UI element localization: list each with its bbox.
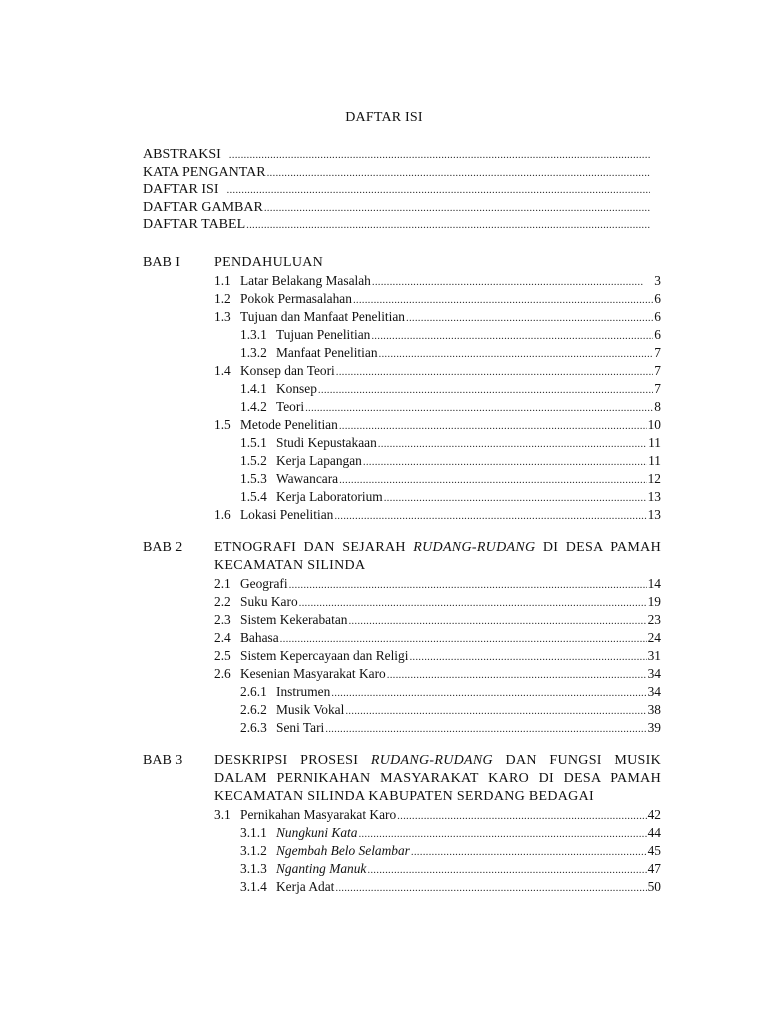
entry-label: Bahasa bbox=[240, 630, 279, 645]
toc-entry bbox=[214, 308, 661, 326]
chapter-number: BAB 2 bbox=[143, 540, 183, 555]
dot-leader bbox=[358, 825, 646, 843]
entry-page: 24 bbox=[647, 630, 661, 645]
dot-leader bbox=[289, 576, 647, 594]
chapter-title: PENDAHULUAN bbox=[214, 255, 324, 270]
toc-entry bbox=[240, 719, 661, 737]
dot-leader bbox=[264, 200, 650, 218]
dot-leader bbox=[348, 612, 646, 630]
entry-page: 6 bbox=[654, 327, 661, 342]
front-matter-row bbox=[143, 164, 651, 182]
dot-leader bbox=[367, 861, 646, 879]
toc-entry bbox=[240, 452, 661, 470]
entry-label: Geografi bbox=[240, 576, 288, 591]
entry-page: 23 bbox=[647, 612, 661, 627]
entry-page: 44 bbox=[647, 825, 661, 840]
toc-entry bbox=[214, 575, 661, 593]
entry-list bbox=[143, 272, 661, 524]
dot-leader bbox=[229, 147, 650, 165]
dot-leader bbox=[384, 489, 647, 507]
entry-page: 39 bbox=[647, 720, 661, 735]
entry-number: 3.1.2 bbox=[240, 843, 267, 858]
dot-leader bbox=[339, 471, 647, 489]
chapter-heading bbox=[143, 539, 661, 575]
toc-entry bbox=[240, 842, 661, 860]
entry-label: Ngembah Belo Selambar bbox=[276, 843, 410, 858]
toc-entry bbox=[240, 470, 661, 488]
dot-leader bbox=[345, 702, 646, 720]
toc-entry bbox=[240, 344, 661, 362]
entry-number: 1.4.2 bbox=[240, 399, 267, 414]
entry-number: 2.3 bbox=[214, 612, 231, 627]
entry-label: Konsep dan Teori bbox=[240, 363, 335, 378]
dot-leader bbox=[372, 273, 643, 291]
entry-page: 45 bbox=[647, 843, 661, 858]
entry-number: 1.4 bbox=[214, 363, 231, 378]
entry-number: 2.1 bbox=[214, 576, 231, 591]
toc-entry bbox=[240, 488, 661, 506]
entry-number: 2.5 bbox=[214, 648, 231, 663]
entry-page: 34 bbox=[647, 684, 661, 699]
dot-leader bbox=[227, 182, 651, 200]
entry-page: 7 bbox=[654, 363, 661, 378]
dot-leader bbox=[299, 594, 647, 612]
chapter-heading bbox=[143, 254, 661, 272]
entry-number: 1.5.2 bbox=[240, 453, 267, 468]
entry-page: 38 bbox=[647, 702, 661, 717]
entry-list bbox=[143, 806, 661, 896]
front-matter-list bbox=[143, 146, 651, 234]
entry-number: 2.6.2 bbox=[240, 702, 267, 717]
chapter-title bbox=[214, 752, 661, 806]
entry-label: Kerja Adat bbox=[276, 879, 335, 894]
entry-page: 7 bbox=[654, 381, 661, 396]
entry-label: Latar Belakang Masalah bbox=[240, 273, 371, 288]
entry-number: 1.3.1 bbox=[240, 327, 267, 342]
toc-entry bbox=[240, 683, 661, 701]
dot-leader bbox=[378, 435, 647, 453]
entry-list bbox=[143, 575, 661, 737]
entry-page: 11 bbox=[648, 453, 661, 468]
dot-leader bbox=[353, 291, 653, 309]
front-matter-label: KATA PENGANTAR bbox=[143, 164, 266, 180]
entry-label: Tujuan dan Manfaat Penelitian bbox=[240, 309, 405, 324]
toc-entry bbox=[214, 629, 661, 647]
dot-leader bbox=[246, 217, 650, 235]
front-matter-label: ABSTRAKSI bbox=[143, 147, 221, 162]
toc-entry bbox=[214, 593, 661, 611]
entry-page: 42 bbox=[647, 807, 661, 822]
entry-number: 2.4 bbox=[214, 630, 231, 645]
entry-label: Wawancara bbox=[276, 471, 339, 486]
entry-label: Lokasi Penelitian bbox=[240, 507, 334, 522]
entry-number: 3.1 bbox=[214, 807, 231, 822]
entry-page: 13 bbox=[647, 489, 661, 504]
entry-page: 12 bbox=[647, 471, 661, 486]
toc-entry bbox=[240, 860, 661, 878]
front-matter-row bbox=[143, 199, 651, 217]
dot-leader bbox=[336, 363, 654, 381]
chapter-heading bbox=[143, 752, 661, 806]
dot-leader bbox=[305, 399, 653, 417]
entry-number: 1.1 bbox=[214, 273, 231, 288]
entry-page: 19 bbox=[647, 594, 661, 609]
toc-entry bbox=[240, 701, 661, 719]
entry-label: Sistem Kepercayaan dan Religi bbox=[240, 648, 409, 663]
chapter-number: BAB 3 bbox=[143, 753, 183, 768]
entry-number: 2.2 bbox=[214, 594, 231, 609]
dot-leader bbox=[334, 507, 646, 525]
entry-label: Tujuan Penelitian bbox=[276, 327, 371, 342]
toc-entry bbox=[214, 290, 661, 308]
dot-leader bbox=[267, 165, 650, 183]
toc-entry bbox=[214, 806, 661, 824]
entry-label: Metode Penelitian bbox=[240, 417, 338, 432]
entry-label: Pokok Permasalahan bbox=[240, 291, 352, 306]
dot-leader bbox=[331, 684, 646, 702]
toc-entry bbox=[214, 665, 661, 683]
dot-leader bbox=[363, 453, 647, 471]
entry-number: 1.3.2 bbox=[240, 345, 267, 360]
entry-number: 1.3 bbox=[214, 309, 231, 324]
entry-label: Manfaat Penelitian bbox=[276, 345, 378, 360]
entry-number: 1.4.1 bbox=[240, 381, 267, 396]
chapter-title bbox=[214, 539, 661, 575]
entry-page: 13 bbox=[647, 507, 661, 522]
toc-entry bbox=[240, 380, 661, 398]
entry-label: Instrumen bbox=[276, 684, 331, 699]
entry-number: 1.5 bbox=[214, 417, 231, 432]
dot-leader bbox=[379, 345, 654, 363]
entry-number: 2.6.3 bbox=[240, 720, 267, 735]
front-matter-label: DAFTAR TABEL bbox=[143, 217, 246, 233]
dot-leader bbox=[280, 630, 647, 648]
toc-entry bbox=[214, 506, 661, 524]
toc-entry bbox=[214, 416, 661, 434]
toc-entry bbox=[214, 272, 661, 290]
entry-number: 2.6 bbox=[214, 666, 231, 681]
entry-label: Nganting Manuk bbox=[276, 861, 367, 876]
dot-leader bbox=[387, 666, 647, 684]
entry-page: 11 bbox=[648, 435, 661, 450]
dot-leader bbox=[371, 327, 653, 345]
entry-label: Suku Karo bbox=[240, 594, 298, 609]
chapter-title-part: DAN FUNGSI MUSIK DALAM PERNIKAHAN MASYARAKAT KARO DI DESA PAMAH KECAMATAN SILINDA KABUPATEN SERDANG BEDAGAI bbox=[214, 753, 661, 804]
front-matter-row bbox=[143, 146, 651, 164]
entry-number: 3.1.3 bbox=[240, 861, 267, 876]
entry-label: Teori bbox=[276, 399, 305, 414]
entry-page: 31 bbox=[647, 648, 661, 663]
chapter-number: BAB I bbox=[143, 255, 180, 270]
front-matter-label: DAFTAR GAMBAR bbox=[143, 199, 263, 215]
toc-entry bbox=[214, 647, 661, 665]
chapter-bab-1 bbox=[143, 254, 661, 524]
entry-page: 10 bbox=[647, 417, 661, 432]
entry-number: 2.6.1 bbox=[240, 684, 267, 699]
entry-number: 3.1.4 bbox=[240, 879, 267, 894]
dot-leader bbox=[318, 381, 653, 399]
entry-number: 1.6 bbox=[214, 507, 231, 522]
entry-label: Kerja Laboratorium bbox=[276, 489, 383, 504]
entry-label: Sistem Kekerabatan bbox=[240, 612, 348, 627]
chapter-bab-2 bbox=[143, 539, 661, 737]
toc-entry bbox=[214, 362, 661, 380]
dot-leader bbox=[397, 807, 646, 825]
entry-page: 6 bbox=[654, 291, 661, 306]
entry-page: 6 bbox=[654, 309, 661, 324]
front-matter-label: DAFTAR ISI bbox=[143, 182, 219, 198]
entry-page: 47 bbox=[647, 861, 661, 876]
front-matter-row bbox=[143, 181, 651, 199]
entry-page: 8 bbox=[654, 399, 661, 414]
dot-leader bbox=[325, 720, 646, 738]
chapter-title-part: DI DESA PAMAH KECAMATAN SILINDA bbox=[214, 540, 661, 573]
entry-page: 50 bbox=[647, 879, 661, 894]
entry-label: Kesenian Masyarakat Karo bbox=[240, 666, 386, 681]
dot-leader bbox=[409, 648, 646, 666]
chapter-bab-3 bbox=[143, 752, 661, 896]
chapter-title-italic: RUDANG-RUDANG bbox=[413, 540, 536, 555]
toc-entry bbox=[240, 326, 661, 344]
entry-number: 1.5.3 bbox=[240, 471, 267, 486]
toc-entry bbox=[240, 824, 661, 842]
entry-label: Musik Vokal bbox=[276, 702, 345, 717]
entry-number: 1.2 bbox=[214, 291, 231, 306]
page-title: DAFTAR ISI bbox=[345, 110, 423, 125]
toc-entry bbox=[240, 878, 661, 896]
entry-label: Pernikahan Masyarakat Karo bbox=[240, 807, 397, 822]
entry-label: Konsep bbox=[276, 381, 317, 396]
entry-page: 7 bbox=[654, 345, 661, 360]
entry-number: 3.1.1 bbox=[240, 825, 267, 840]
dot-leader bbox=[339, 417, 647, 435]
toc-entry bbox=[240, 398, 661, 416]
chapter-title-part: ETNOGRAFI DAN SEJARAH bbox=[214, 540, 414, 555]
chapter-title-italic: RUDANG-RUDANG bbox=[370, 753, 493, 768]
chapter-title-part: DESKRIPSI PROSESI bbox=[214, 753, 371, 768]
entry-page: 34 bbox=[647, 666, 661, 681]
dot-leader bbox=[406, 309, 653, 327]
dot-leader bbox=[335, 879, 646, 897]
entry-label: Seni Tari bbox=[276, 720, 325, 735]
entry-label: Kerja Lapangan bbox=[276, 453, 362, 468]
toc-entry bbox=[240, 434, 661, 452]
toc-entry bbox=[214, 611, 661, 629]
entry-number: 1.5.1 bbox=[240, 435, 267, 450]
entry-label: Studi Kepustakaan bbox=[276, 435, 377, 450]
front-matter-row bbox=[143, 216, 651, 234]
dot-leader bbox=[411, 843, 647, 861]
entry-page: 14 bbox=[647, 576, 661, 591]
entry-page: 3 bbox=[654, 273, 661, 288]
entry-label: Nungkuni Kata bbox=[276, 825, 358, 840]
entry-number: 1.5.4 bbox=[240, 489, 267, 504]
